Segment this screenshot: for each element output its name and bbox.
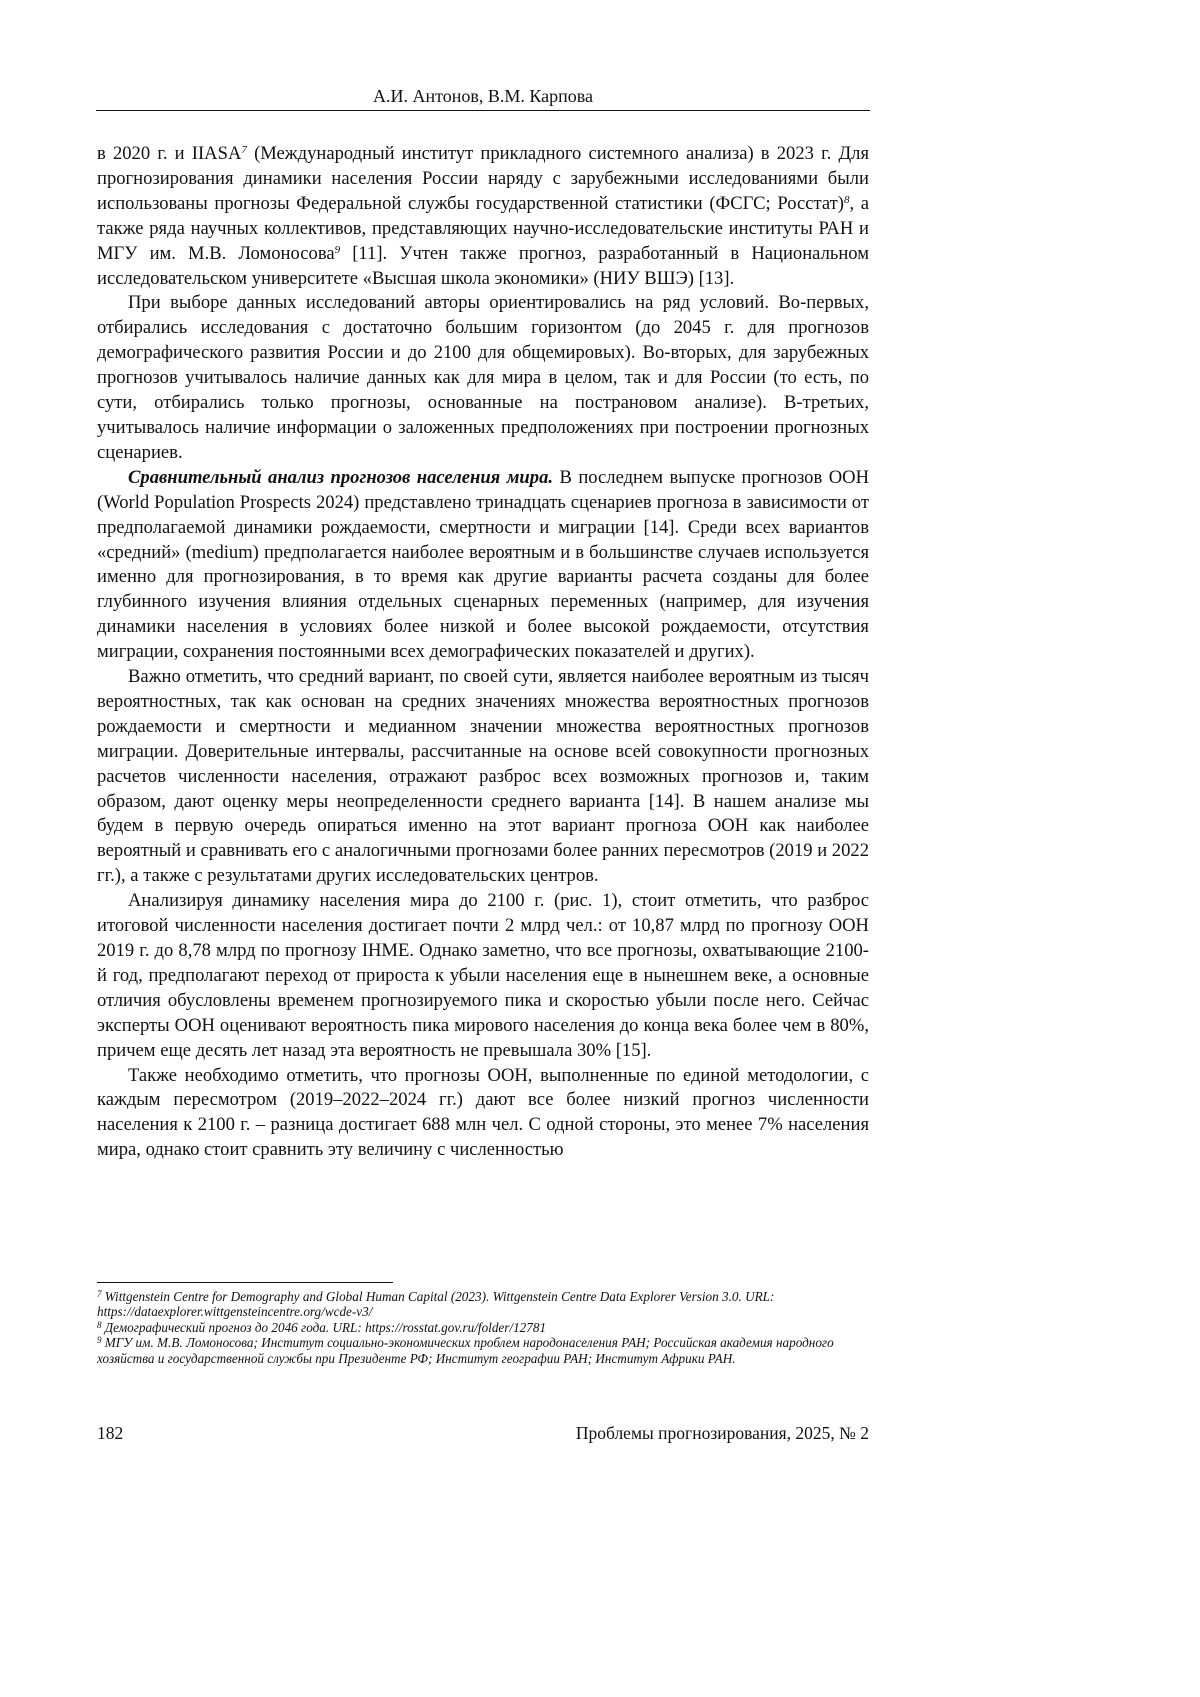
paragraph-6: Также необходимо отметить, что прогнозы ООН, выполненные по единой методологии, с каждым пересмотром (2019–2022–2024 гг.) дают все более низкий прогноз численности населения к 2100 г. – разница достигает 688 млн чел. С одной стороны, это менее 7% населения мира, однако стоит сравнить эту величину с численностью <box>97 1064 869 1161</box>
paragraph-1-text-b: (Международный институт прикладного системного анализа) в 2023 г. Для прогнозирования динамики населения России наряду с зарубежными исследованиями были использованы прогнозы Федеральной службы государственной статистики (ФСГС; Росстат) <box>97 143 869 214</box>
footnote-text: МГУ им. М.В. Ломоносова; Институт социально-экономических проблем народонаселения РАН; Российская академия народного хозяйства и государственной службы при Президенте РФ; Институт географии РАН; Институт Африки РАН. <box>97 1335 834 1366</box>
footnote-7 <box>97 1289 869 1320</box>
footnote-8 <box>97 1320 869 1335</box>
footnote-number: 7 <box>97 1289 102 1299</box>
paragraph-5: Анализируя динамику населения мира до 2100 г. (рис. 1), стоит отметить, что разброс итоговой численности населения достигает почти 2 млрд чел.: от 10,87 млрд по прогнозу ООН 2019 г. до 8,78 млрд по прогнозу IHME. Однако заметно, что все прогнозы, охватывающие 2100-й год, предполагают переход от прироста к убыли населения еще в нынешнем веке, а основные отличия обусловлены временем прогнозируемого пика и скоростью убыли после него. Сейчас эксперты ООН оценивают вероятность пика мирового населения до конца века более чем в 80%, причем еще десять лет назад эта вероятность не превышала 30% [15]. <box>97 890 869 1061</box>
paragraph-1-text-c: , а также ряда научных коллективов, представляющих научно-исследовательские институты РАН и МГУ им. М.В. Ломоносова <box>97 192 869 264</box>
paragraph-1 <box>97 142 869 291</box>
section-heading: Сравнительный анализ прогнозов населения мира. <box>128 466 554 488</box>
paragraph-1-text-a: в 2020 г. и IIASA <box>97 143 242 164</box>
footnote-number: 9 <box>97 1335 102 1346</box>
article-body <box>97 142 869 1163</box>
footnotes <box>97 1289 869 1366</box>
paragraph-3-text: В последнем выпуске прогнозов ООН (World Population Prospects 2024) представлено тринадцать сценариев прогноза в зависимости от предполагаемой динамики рождаемости, смертности и миграции [14]. Среди всех вариантов «средний» (medium) предполагается наиболее вероятным и в большинстве случаев используется именно для прогнозирования, в то время как другие варианты расчета созданы для более глубинного изучения влияния отдельных сценарных переменных (например, для изучения динамики населения в условиях более низкой и более высокой рождаемости, отсутствия миграции, сохранения постоянными всех демографических показателей и других). <box>97 466 870 663</box>
paragraph-3 <box>97 466 869 665</box>
paragraph-1-text-d: [11]. Учтен также прогноз, разработанный в Национальном исследовательском университете «Высшая школа экономики» (НИУ ВШЭ) [13]. <box>97 242 869 289</box>
footnote-text: Wittgenstein Centre for Demography and Global Human Capital (2023). Wittgenstein Centre Data Explorer Version 3.0. URL: https://dataexplorer.wittgensteincentre.org/wcde-v3/ <box>97 1289 775 1320</box>
footnote-separator <box>97 1282 393 1283</box>
page-number: 182 <box>97 1423 124 1443</box>
footnote-text: Демографический прогноз до 2046 года. URL: https://rosstat.gov.ru/folder/12781 <box>101 1319 547 1335</box>
footnote-9 <box>97 1335 869 1366</box>
footnote-ref-8[interactable]: 8 <box>843 193 850 206</box>
footnote-ref-9[interactable]: 9 <box>334 243 341 256</box>
footnote-ref-7[interactable]: 7 <box>241 144 247 156</box>
footnote-number: 8 <box>97 1319 102 1330</box>
running-header: А.И. Антонов, В.М. Карпова <box>96 84 870 111</box>
journal-title: Проблемы прогнозирования, 2025, № 2 <box>575 1423 869 1443</box>
paragraph-2: При выборе данных исследований авторы ориентировались на ряд условий. Во-первых, отбирались исследования с достаточно большим горизонтом (до 2045 г. для прогнозов демографического развития России и до 2100 для общемировых). Во-вторых, для зарубежных прогнозов учитывалось наличие данных как для мира в целом, так и для России (то есть, по сути, отбирались только прогнозы, основанные на пострановом анализе). В-третьих, учитывалось наличие информации о заложенных предположениях при построении прогнозных сценариев. <box>97 292 869 463</box>
paragraph-4: Важно отметить, что средний вариант, по своей сути, является наиболее вероятным из тысяч вероятностных, так как основан на средних значениях множества вероятностных прогнозов рождаемости и смертности и медианном значении множества вероятностных прогнозов миграции. Доверительные интервалы, рассчитанные на основе всей совокупности прогнозных расчетов численности населения, отражают разброс всех возможных прогнозов и, таким образом, дают оценку меры неопределенности среднего варианта [14]. В нашем анализе мы будем в первую очередь опираться именно на этот вариант прогноза ООН как наиболее вероятный и сравнивать его с аналогичными прогнозами более ранних пересмотров (2019 и 2022 гг.), а также с результатами других исследовательских центров. <box>97 666 869 887</box>
